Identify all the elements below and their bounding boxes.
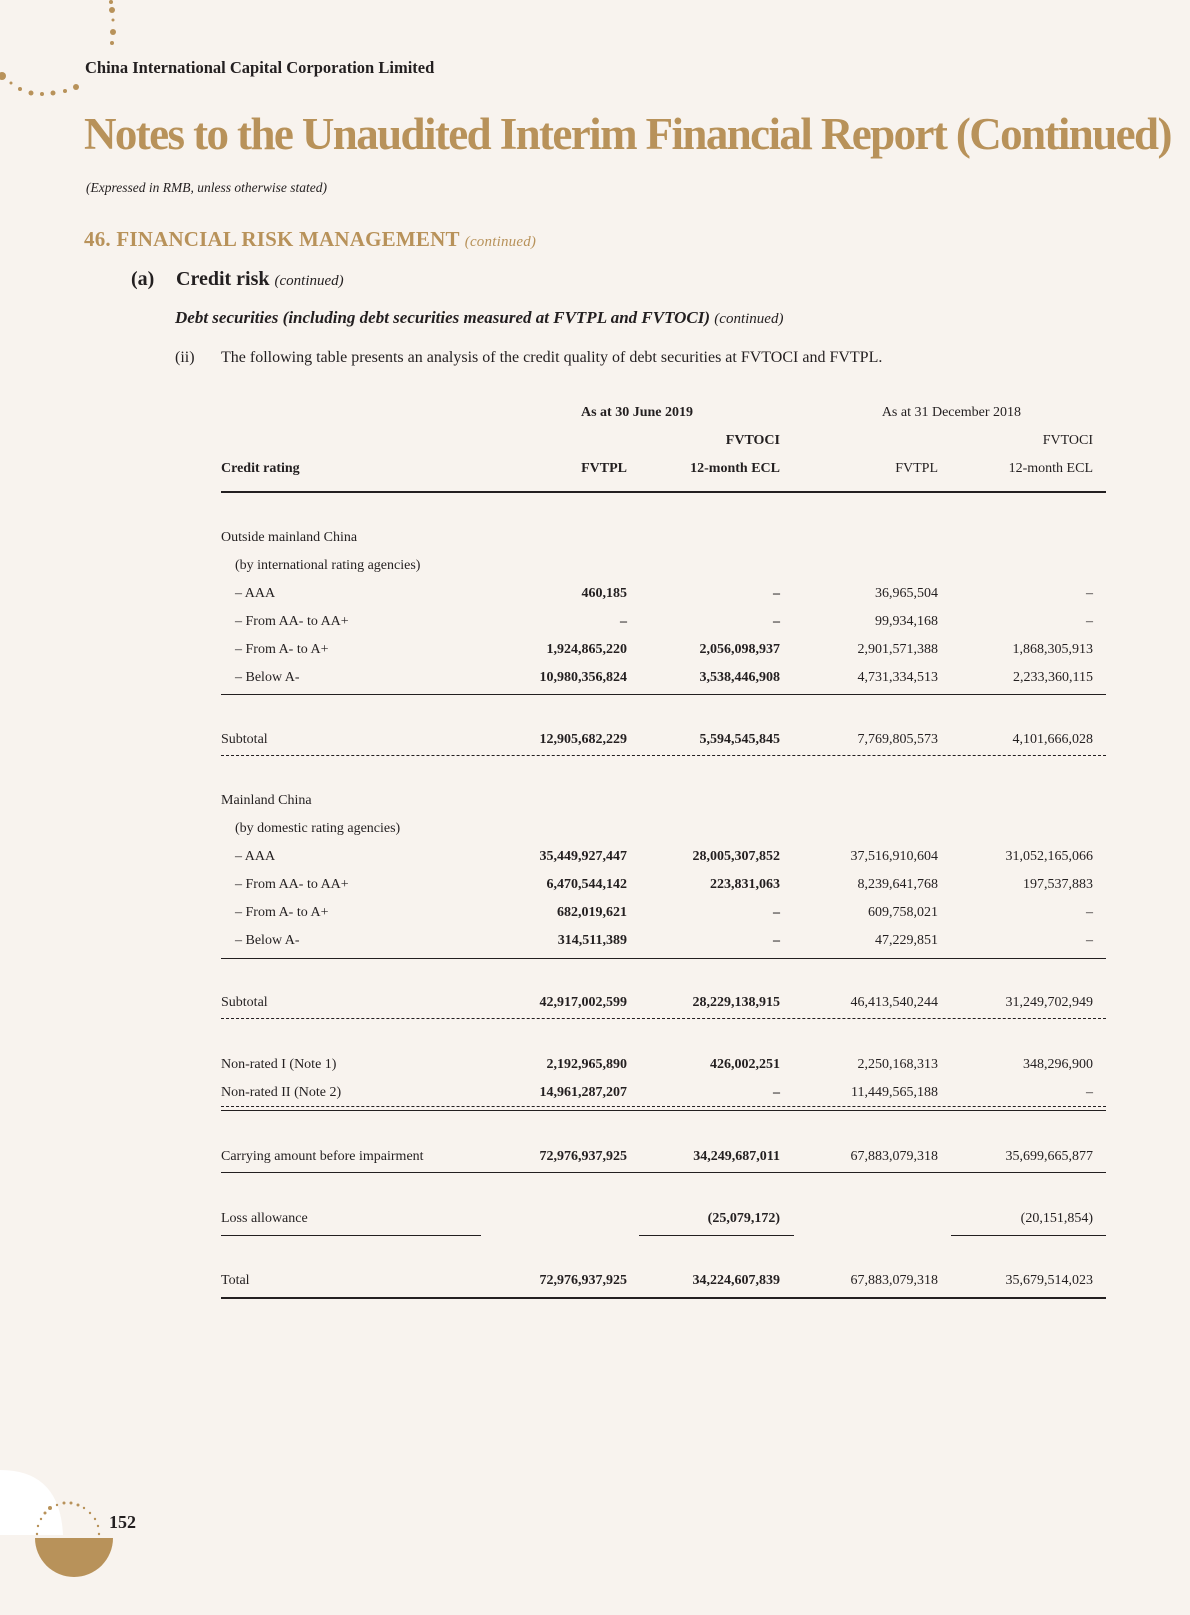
col-header: FVTPL <box>895 461 938 476</box>
subtotal-rule <box>221 755 1106 756</box>
topic-heading <box>175 308 783 328</box>
row-label: – From AA- to AA+ <box>235 614 349 629</box>
table-row <box>221 933 1106 955</box>
cell-value: 34,249,687,011 <box>693 1149 780 1164</box>
cell-value: – <box>620 614 627 629</box>
cell-value: 6,470,544,142 <box>546 877 627 892</box>
cell-value: 34,224,607,839 <box>692 1273 780 1288</box>
cell-value: – <box>1086 1085 1093 1100</box>
topic-continued: (continued) <box>714 311 784 327</box>
table-row <box>221 586 1106 608</box>
cell-value: 35,449,927,447 <box>539 849 627 864</box>
cell-value: 42,917,002,599 <box>539 995 627 1010</box>
col-header-top: FVTOCI <box>725 433 780 448</box>
cell-value: 5,594,545,845 <box>699 732 780 747</box>
company-name: China International Capital Corporation Limited <box>85 58 435 77</box>
period-header-2018: As at 31 December 2018 <box>881 405 1021 420</box>
section-title: FINANCIAL RISK MANAGEMENT <box>116 227 460 251</box>
cell-value: 35,679,514,023 <box>1005 1273 1093 1288</box>
group-rule <box>221 694 1106 695</box>
row-label: Non-rated II (Note 2) <box>221 1085 342 1100</box>
row-label: – From A- to A+ <box>235 642 329 657</box>
table-row <box>221 614 1106 636</box>
cell-value: 2,056,098,937 <box>699 642 780 657</box>
decorative-dots-icon <box>0 0 120 110</box>
cell-value: 682,019,621 <box>557 905 627 920</box>
cell-value: 7,769,805,573 <box>857 732 938 747</box>
row-label: – AAA <box>235 586 276 601</box>
cell-value: 1,924,865,220 <box>546 642 627 657</box>
row-label: – From A- to A+ <box>235 905 329 920</box>
carrying-row <box>221 1149 1106 1171</box>
col-header: FVTPL <box>581 461 627 476</box>
cell-value: 197,537,883 <box>1023 877 1093 892</box>
item-intro <box>175 349 882 367</box>
group-subtitle <box>221 821 1106 843</box>
cell-value: 11,449,565,188 <box>851 1085 938 1100</box>
col-header-top: FVTOCI <box>1042 433 1093 448</box>
cell-value: 2,192,965,890 <box>546 1057 627 1072</box>
table-row <box>221 670 1106 692</box>
section-number: 46. <box>84 227 111 251</box>
cell-value: 348,296,900 <box>1023 1057 1093 1072</box>
row-label: Subtotal <box>221 732 268 747</box>
group-title: Mainland China <box>221 793 312 808</box>
cell-value: – <box>773 614 780 629</box>
cell-value: 37,516,910,604 <box>850 849 938 864</box>
table-header <box>221 405 1106 427</box>
cell-value: 28,005,307,852 <box>692 849 780 864</box>
cell-value: 2,233,360,115 <box>1013 670 1093 685</box>
section-heading <box>84 227 536 252</box>
loss-rule <box>639 1235 794 1236</box>
cell-value: 67,883,079,318 <box>850 1273 938 1288</box>
table-row <box>221 877 1106 899</box>
section-continued: (continued) <box>464 234 537 250</box>
cell-value: 609,758,021 <box>868 905 938 920</box>
cell-value: 14,961,287,207 <box>539 1085 627 1100</box>
row-label: Carrying amount before impairment <box>221 1149 424 1164</box>
currency-note: (Expressed in RMB, unless otherwise stated) <box>86 180 327 195</box>
subsection-title: Credit risk <box>176 268 270 290</box>
total-rule <box>221 1297 1106 1299</box>
page-title: Notes to the Unaudited Interim Financial Report (Continued) <box>84 109 1171 159</box>
group-subtitle: (by international rating agencies) <box>235 558 421 573</box>
subsection-heading <box>131 268 344 291</box>
cell-value: 426,002,251 <box>710 1057 780 1072</box>
cell-value: (20,151,854) <box>1020 1211 1093 1226</box>
nonrated-row <box>221 1057 1106 1079</box>
item-text: The following table presents an analysis of the credit quality of debt securities at FVTOCI and FVTPL. <box>221 349 883 366</box>
cell-value: 72,976,937,925 <box>539 1273 627 1288</box>
cell-value: 3,538,446,908 <box>699 670 780 685</box>
loss-rule <box>221 1235 481 1236</box>
row-label: Total <box>221 1273 250 1288</box>
row-label: Subtotal <box>221 995 268 1010</box>
subtotal-rule <box>221 1018 1106 1019</box>
group-subtitle: (by domestic rating agencies) <box>235 821 401 836</box>
cell-value: 67,883,079,318 <box>850 1149 938 1164</box>
cell-value: 31,249,702,949 <box>1005 995 1093 1010</box>
subsection-continued: (continued) <box>274 273 344 289</box>
subsection-label: (a) <box>131 268 155 290</box>
cell-value: 28,229,138,915 <box>692 995 780 1010</box>
loss-allowance-row <box>221 1211 1106 1233</box>
cell-value: – <box>1086 614 1093 629</box>
subtotal-row <box>221 995 1106 1017</box>
cell-value: 99,934,168 <box>875 614 938 629</box>
carrying-rule <box>221 1172 1106 1173</box>
group-title: Outside mainland China <box>221 530 358 545</box>
cell-value: – <box>773 905 780 920</box>
cell-value: (25,079,172) <box>707 1211 780 1226</box>
cell-value: 1,868,305,913 <box>1012 642 1093 657</box>
cell-value: 46,413,540,244 <box>850 995 938 1010</box>
cell-value: 47,229,851 <box>875 933 938 948</box>
cell-value: – <box>1086 933 1093 948</box>
row-header: Credit rating <box>221 461 300 476</box>
table-row <box>221 905 1106 927</box>
topic-title: Debt securities (including debt securities measured at FVTPL and FVTOCI) <box>175 308 711 327</box>
cell-value: – <box>773 586 780 601</box>
cell-value: 4,731,334,513 <box>857 670 938 685</box>
table-header <box>221 461 1106 483</box>
cell-value: 8,239,641,768 <box>857 877 938 892</box>
page-number-decoration-icon <box>0 1470 130 1615</box>
cell-value: – <box>1086 905 1093 920</box>
total-row <box>221 1273 1106 1295</box>
group-subtitle <box>221 558 1106 580</box>
cell-value: – <box>773 933 780 948</box>
cell-value: 35,699,665,877 <box>1005 1149 1093 1164</box>
nonrated-row <box>221 1085 1106 1107</box>
period-header-2019: As at 30 June 2019 <box>580 405 693 420</box>
page-number: 152 <box>109 1512 136 1532</box>
item-label: (ii) <box>175 349 195 366</box>
row-label: Non-rated I (Note 1) <box>221 1057 337 1072</box>
header-rule <box>221 491 1106 493</box>
cell-value: 72,976,937,925 <box>539 1149 627 1164</box>
cell-value: 460,185 <box>581 586 627 601</box>
row-label: – AAA <box>235 849 276 864</box>
cell-value: 10,980,356,824 <box>539 670 627 685</box>
subtotal-row <box>221 732 1106 754</box>
cell-value: 31,052,165,066 <box>1005 849 1093 864</box>
cell-value: 36,965,504 <box>875 586 938 601</box>
table-row <box>221 849 1106 871</box>
cell-value: – <box>1086 586 1093 601</box>
row-label: – Below A- <box>235 670 300 685</box>
table-header <box>221 433 1106 455</box>
col-header: 12-month ECL <box>1008 461 1093 476</box>
cell-value: 2,901,571,388 <box>857 642 938 657</box>
group-title <box>221 793 1106 815</box>
cell-value: 223,831,063 <box>710 877 780 892</box>
cell-value: 4,101,666,028 <box>1012 732 1093 747</box>
cell-value: 314,511,389 <box>557 933 627 948</box>
group-rule <box>221 958 1106 959</box>
row-label: – Below A- <box>235 933 300 948</box>
col-header: 12-month ECL <box>690 461 780 476</box>
row-label: – From AA- to AA+ <box>235 877 349 892</box>
table-row <box>221 642 1106 664</box>
cell-value: 12,905,682,229 <box>539 732 627 747</box>
cell-value: – <box>773 1085 780 1100</box>
row-label: Loss allowance <box>221 1211 308 1226</box>
group-title <box>221 530 1106 552</box>
cell-value: 2,250,168,313 <box>857 1057 938 1072</box>
loss-rule <box>951 1235 1106 1236</box>
nonrated-rule <box>221 1106 1106 1107</box>
nonrated-rule <box>221 1110 1106 1111</box>
